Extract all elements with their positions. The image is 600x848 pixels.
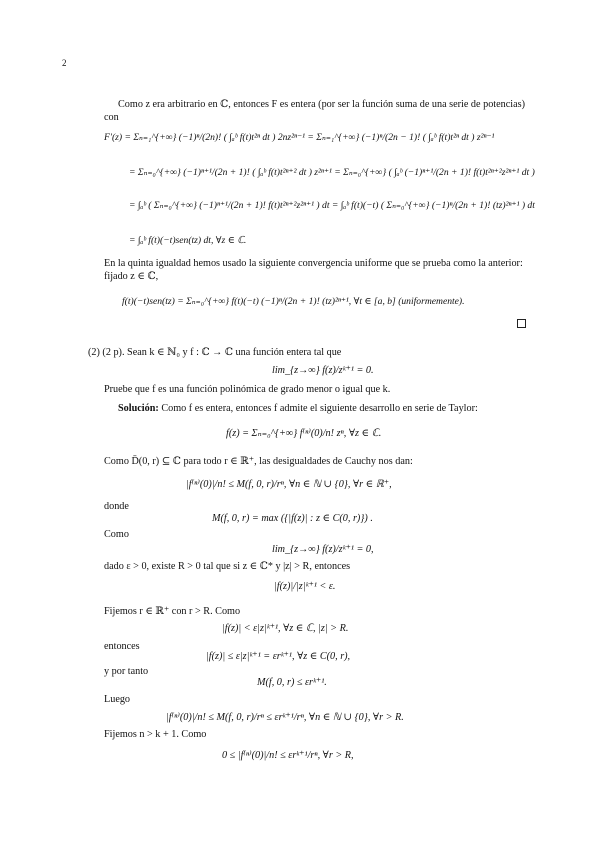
equation-line: F′(z) = Σₙ₌₁^{+∞} (−1)ⁿ/(2n)! ( ∫ₐᵇ f(t)t²ⁿ dt ) 2nz²ⁿ⁻¹ = Σₙ₌₁^{+∞} (−1)ⁿ/(2n − 1)! ( ∫ₐᵇ f(t)t²ⁿ dt ) z²ⁿ⁻¹ bbox=[104, 132, 495, 143]
equation-line: |f⁽ⁿ⁾(0)|/n! ≤ M(f, 0, r)/rⁿ, ∀n ∈ ℕ ∪ {0}, ∀r ∈ ℝ⁺, bbox=[186, 479, 392, 490]
text-line: con bbox=[104, 112, 119, 123]
page-number: 2 bbox=[62, 58, 67, 68]
solution-label: Solución: bbox=[118, 403, 159, 414]
text-line: dado ε > 0, existe R > 0 tal que si z ∈ ℂ* y |z| > R, entonces bbox=[104, 561, 351, 572]
equation-line: M(f, 0, r) ≤ εrᵏ⁺¹. bbox=[257, 677, 327, 688]
text-line: donde bbox=[104, 501, 129, 512]
text-line: (2) (2 p). Sean k ∈ ℕ₀ y f : ℂ → ℂ una función entera tal que bbox=[88, 347, 342, 358]
equation-line: |f(z)| < ε|z|ᵏ⁺¹, ∀z ∈ ℂ, |z| > R. bbox=[222, 623, 349, 634]
text-line: y por tanto bbox=[104, 666, 149, 677]
equation-line: |f⁽ⁿ⁾(0)|/n! ≤ M(f, 0, r)/rⁿ ≤ εrᵏ⁺¹/rⁿ, ∀n ∈ ℕ ∪ {0}, ∀r > R. bbox=[166, 712, 404, 723]
text-line: Fijemos n > k + 1. Como bbox=[104, 729, 207, 740]
equation-line: = ∫ₐᵇ f(t)(−t)sen(tz) dt, ∀z ∈ ℂ. bbox=[129, 235, 247, 246]
qed-square bbox=[517, 319, 526, 328]
text-line: Luego bbox=[104, 694, 131, 705]
text-line: Como z era arbitrario en ℂ, entonces F es entera (por ser la función suma de una serie de potencias) bbox=[118, 99, 525, 110]
equation-line: |f(z)| ≤ ε|z|ᵏ⁺¹ = εrᵏ⁺¹, ∀z ∈ C(0, r), bbox=[206, 651, 351, 662]
equation-line: f(z) = Σₙ₌₀^{+∞} f⁽ⁿ⁾(0)/n! zⁿ, ∀z ∈ ℂ. bbox=[226, 428, 382, 439]
equation-line: lim_{z→∞} f(z)/zᵏ⁺¹ = 0. bbox=[272, 365, 374, 376]
equation-line: = ∫ₐᵇ ( Σₙ₌₀^{+∞} (−1)ⁿ⁺¹/(2n + 1)! f(t)t²ⁿ⁺²z²ⁿ⁺¹ ) dt = ∫ₐᵇ f(t)(−t) ( Σₙ₌₀^{+∞} (−1)ⁿ/(2n + 1)! (tz)²ⁿ⁺¹ ) dt bbox=[129, 200, 535, 211]
equation-line: M(f, 0, r) = max ({|f(z)| : z ∈ C(0, r)}) . bbox=[212, 513, 373, 524]
text-line: En la quinta igualdad hemos usado la siguiente convergencia uniforme que se prueba como la anterior: bbox=[104, 258, 523, 269]
text-line: Como bbox=[104, 529, 129, 540]
equation-line: |f(z)|/|z|ᵏ⁺¹ < ε. bbox=[274, 581, 336, 592]
equation-line: f(t)(−t)sen(tz) = Σₙ₌₀^{+∞} f(t)(−t) (−1)ⁿ/(2n + 1)! (tz)²ⁿ⁺¹, ∀t ∈ [a, b] (uniformemente). bbox=[122, 296, 465, 307]
text-line: Como D̄(0, r) ⊆ ℂ para todo r ∈ ℝ⁺, las desigualdades de Cauchy nos dan: bbox=[104, 456, 413, 467]
text-line: entonces bbox=[104, 641, 140, 652]
text-line bbox=[118, 402, 478, 415]
equation-line: = Σₙ₌₀^{+∞} (−1)ⁿ⁺¹/(2n + 1)! ( ∫ₐᵇ f(t)t²ⁿ⁺² dt ) z²ⁿ⁺¹ = Σₙ₌₀^{+∞} ( ∫ₐᵇ (−1)ⁿ⁺¹/(2n + 1)! f(t)t²ⁿ⁺²z²ⁿ⁺¹ dt ) bbox=[129, 167, 535, 178]
text-line: Pruebe que f es una función polinómica de grado menor o igual que k. bbox=[104, 384, 391, 395]
text-line: fijado z ∈ ℂ, bbox=[104, 271, 159, 282]
equation-line: lim_{z→∞} f(z)/zᵏ⁺¹ = 0, bbox=[272, 544, 374, 555]
equation-line: 0 ≤ |f⁽ⁿ⁾(0)|/n! ≤ εrᵏ⁺¹/rⁿ, ∀r > R, bbox=[222, 750, 354, 761]
solution-text: Como f es entera, entonces f admite el siguiente desarrollo en serie de Taylor: bbox=[158, 403, 478, 414]
text-line: Fijemos r ∈ ℝ⁺ con r > R. Como bbox=[104, 606, 241, 617]
